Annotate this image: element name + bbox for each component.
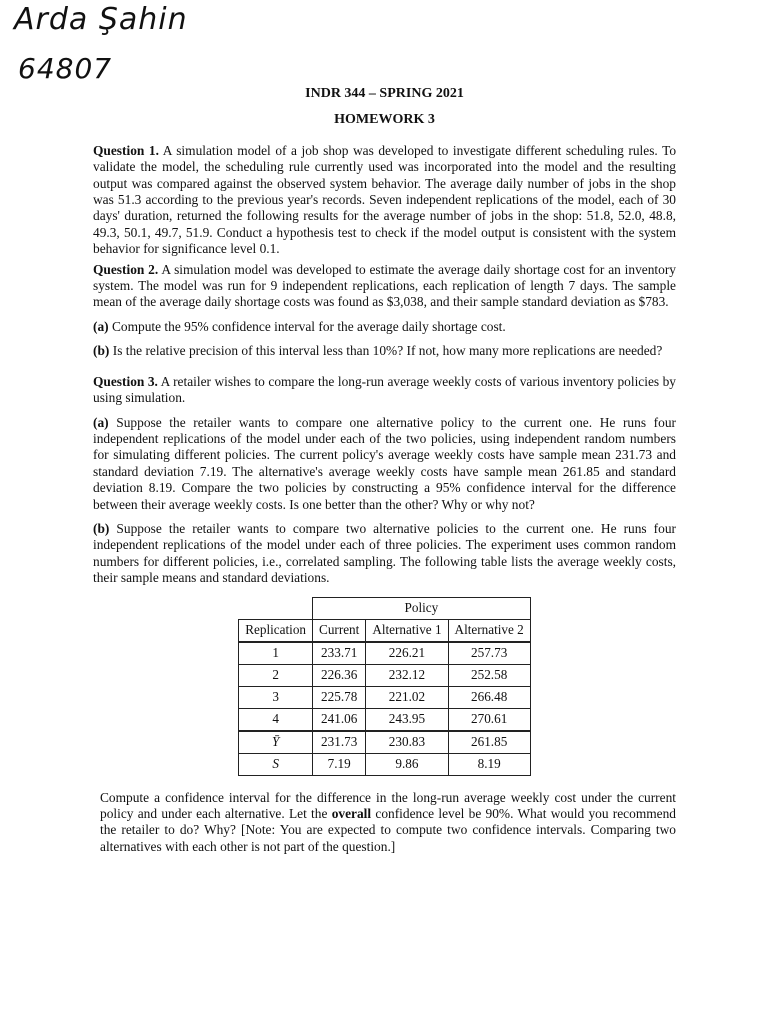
question-2b-label: (b) [93, 343, 110, 359]
homework-page [93, 86, 676, 855]
question-3a-label: (a) [93, 414, 109, 430]
mean-alt2: 261.85 [448, 731, 530, 754]
rep-cell: 1 [239, 642, 313, 665]
closing-text-after: confidence level be 90%. What would you recommend the retailer to do? Why? [Note: You are expected to compute two confidence intervals. Comparing two alternatives with each other is not part of the question.] [100, 805, 676, 854]
alt1-cell: 226.21 [366, 642, 448, 665]
alt2-cell: 252.58 [448, 664, 530, 686]
alt1-cell: 243.95 [366, 708, 448, 731]
rep-cell: 4 [239, 708, 313, 731]
alt2-cell: 257.73 [448, 642, 530, 665]
current-cell: 241.06 [313, 708, 366, 731]
question-3a-text: Suppose the retailer wants to compare one alternative policy to the current one. He runs four independent replications of the model under each of the two policies, using independent random numbers for simulating different policies. The current policy's average weekly costs have sample mean 231.73 and standard deviation 7.19. The alternative's average weekly costs have sample mean 261.85 and standard deviation 8.19. Compare the two policies by constructing a 95% confidence interval for the difference between their average weekly costs. Is one better than the other? Why or why not? [93, 414, 676, 512]
table-row [239, 642, 531, 665]
question-3 [93, 374, 676, 407]
current-cell: 233.71 [313, 642, 366, 665]
table-row [239, 664, 531, 686]
handwritten-name: Arda Şahin [14, 2, 188, 37]
question-2 [93, 262, 676, 311]
table-row [239, 686, 531, 708]
mean-alt1: 230.83 [366, 731, 448, 754]
question-1-text: A simulation model of a job shop was developed to investigate different scheduling rules. To validate the model, the scheduling rule currently used was incorporated into the model and the resulting output was compared against the observed system behavior. The average daily number of jobs in the shop was 51.3 according to the previous year's records. Seven independent replications of the model, each of 30 days' duration, returned the following results for the average number of jobs in the shop: 51.8, 52.0, 48.8, 49.3, 50.1, 49.7, 51.9. Conduct a hypothesis test to check if the model output is consistent with the system behavior for significance level 0.1. [93, 142, 677, 257]
col-alt2-header: Alternative 2 [448, 619, 530, 642]
question-2a [93, 319, 676, 335]
mean-label: Ȳ [239, 731, 313, 754]
alt2-cell: 266.48 [448, 686, 530, 708]
handwritten-student-id: 64807 [18, 52, 113, 85]
current-cell: 226.36 [313, 664, 366, 686]
question-2-text: A simulation model was developed to estimate the average daily shortage cost for an inventory system. The model was run for 9 independent replications, each replication of length 7 days. The sample mean of the average daily shortage costs was found as $3,038, and their sample standard deviation as $783. [93, 261, 676, 310]
question-2a-label: (a) [93, 318, 109, 334]
question-2b [93, 343, 676, 359]
assignment-title: HOMEWORK 3 [334, 112, 435, 128]
col-replication-header: Replication [239, 619, 313, 642]
question-1 [93, 143, 676, 258]
question-2a-text: Compute the 95% confidence interval for the average daily shortage cost. [111, 318, 506, 334]
question-3-text: A retailer wishes to compare the long-run average weekly costs of various inventory policies by using simulation. [93, 373, 676, 406]
question-3b-text: Suppose the retailer wants to compare two alternative policies to the current one. He runs four independent replications of the model under each of three policies. The experiment uses common random numbers for different policies, i.e., correlated sampling. The following table lists the average weekly costs, their sample means and standard deviations. [93, 520, 676, 586]
sd-alt2: 8.19 [448, 753, 530, 775]
table-row [239, 708, 531, 731]
col-alt1-header: Alternative 1 [366, 619, 448, 642]
rep-cell: 3 [239, 686, 313, 708]
policy-group-header: Policy [313, 597, 531, 619]
question-3b-label: (b) [93, 520, 110, 536]
course-title: INDR 344 – SPRING 2021 [305, 86, 464, 101]
question-3-label: Question 3. [93, 373, 158, 389]
mean-current: 231.73 [313, 731, 366, 754]
sd-alt1: 9.86 [366, 753, 448, 775]
sd-row [239, 753, 531, 775]
question-2-label: Question 2. [93, 261, 159, 277]
alt1-cell: 221.02 [366, 686, 448, 708]
sd-label: S [239, 753, 313, 775]
question-3a [93, 415, 676, 513]
replication-table [238, 597, 531, 776]
question-3b-closing [93, 790, 676, 856]
mean-row [239, 731, 531, 754]
alt1-cell: 232.12 [366, 664, 448, 686]
sd-current: 7.19 [313, 753, 366, 775]
closing-text-bold: overall [331, 805, 372, 821]
table-corner [239, 597, 313, 619]
alt2-cell: 270.61 [448, 708, 530, 731]
current-cell: 225.78 [313, 686, 366, 708]
col-current-header: Current [313, 619, 366, 642]
question-3b [93, 521, 676, 587]
rep-cell: 2 [239, 664, 313, 686]
question-2b-text: Is the relative precision of this interval less than 10%? If not, how many more replications are needed? [112, 343, 663, 359]
question-1-label: Question 1. [93, 142, 159, 158]
closing-text-before: Compute a confidence interval for the difference in the long-run average weekly cost under the current policy and under each alternative. Let the [100, 789, 676, 821]
